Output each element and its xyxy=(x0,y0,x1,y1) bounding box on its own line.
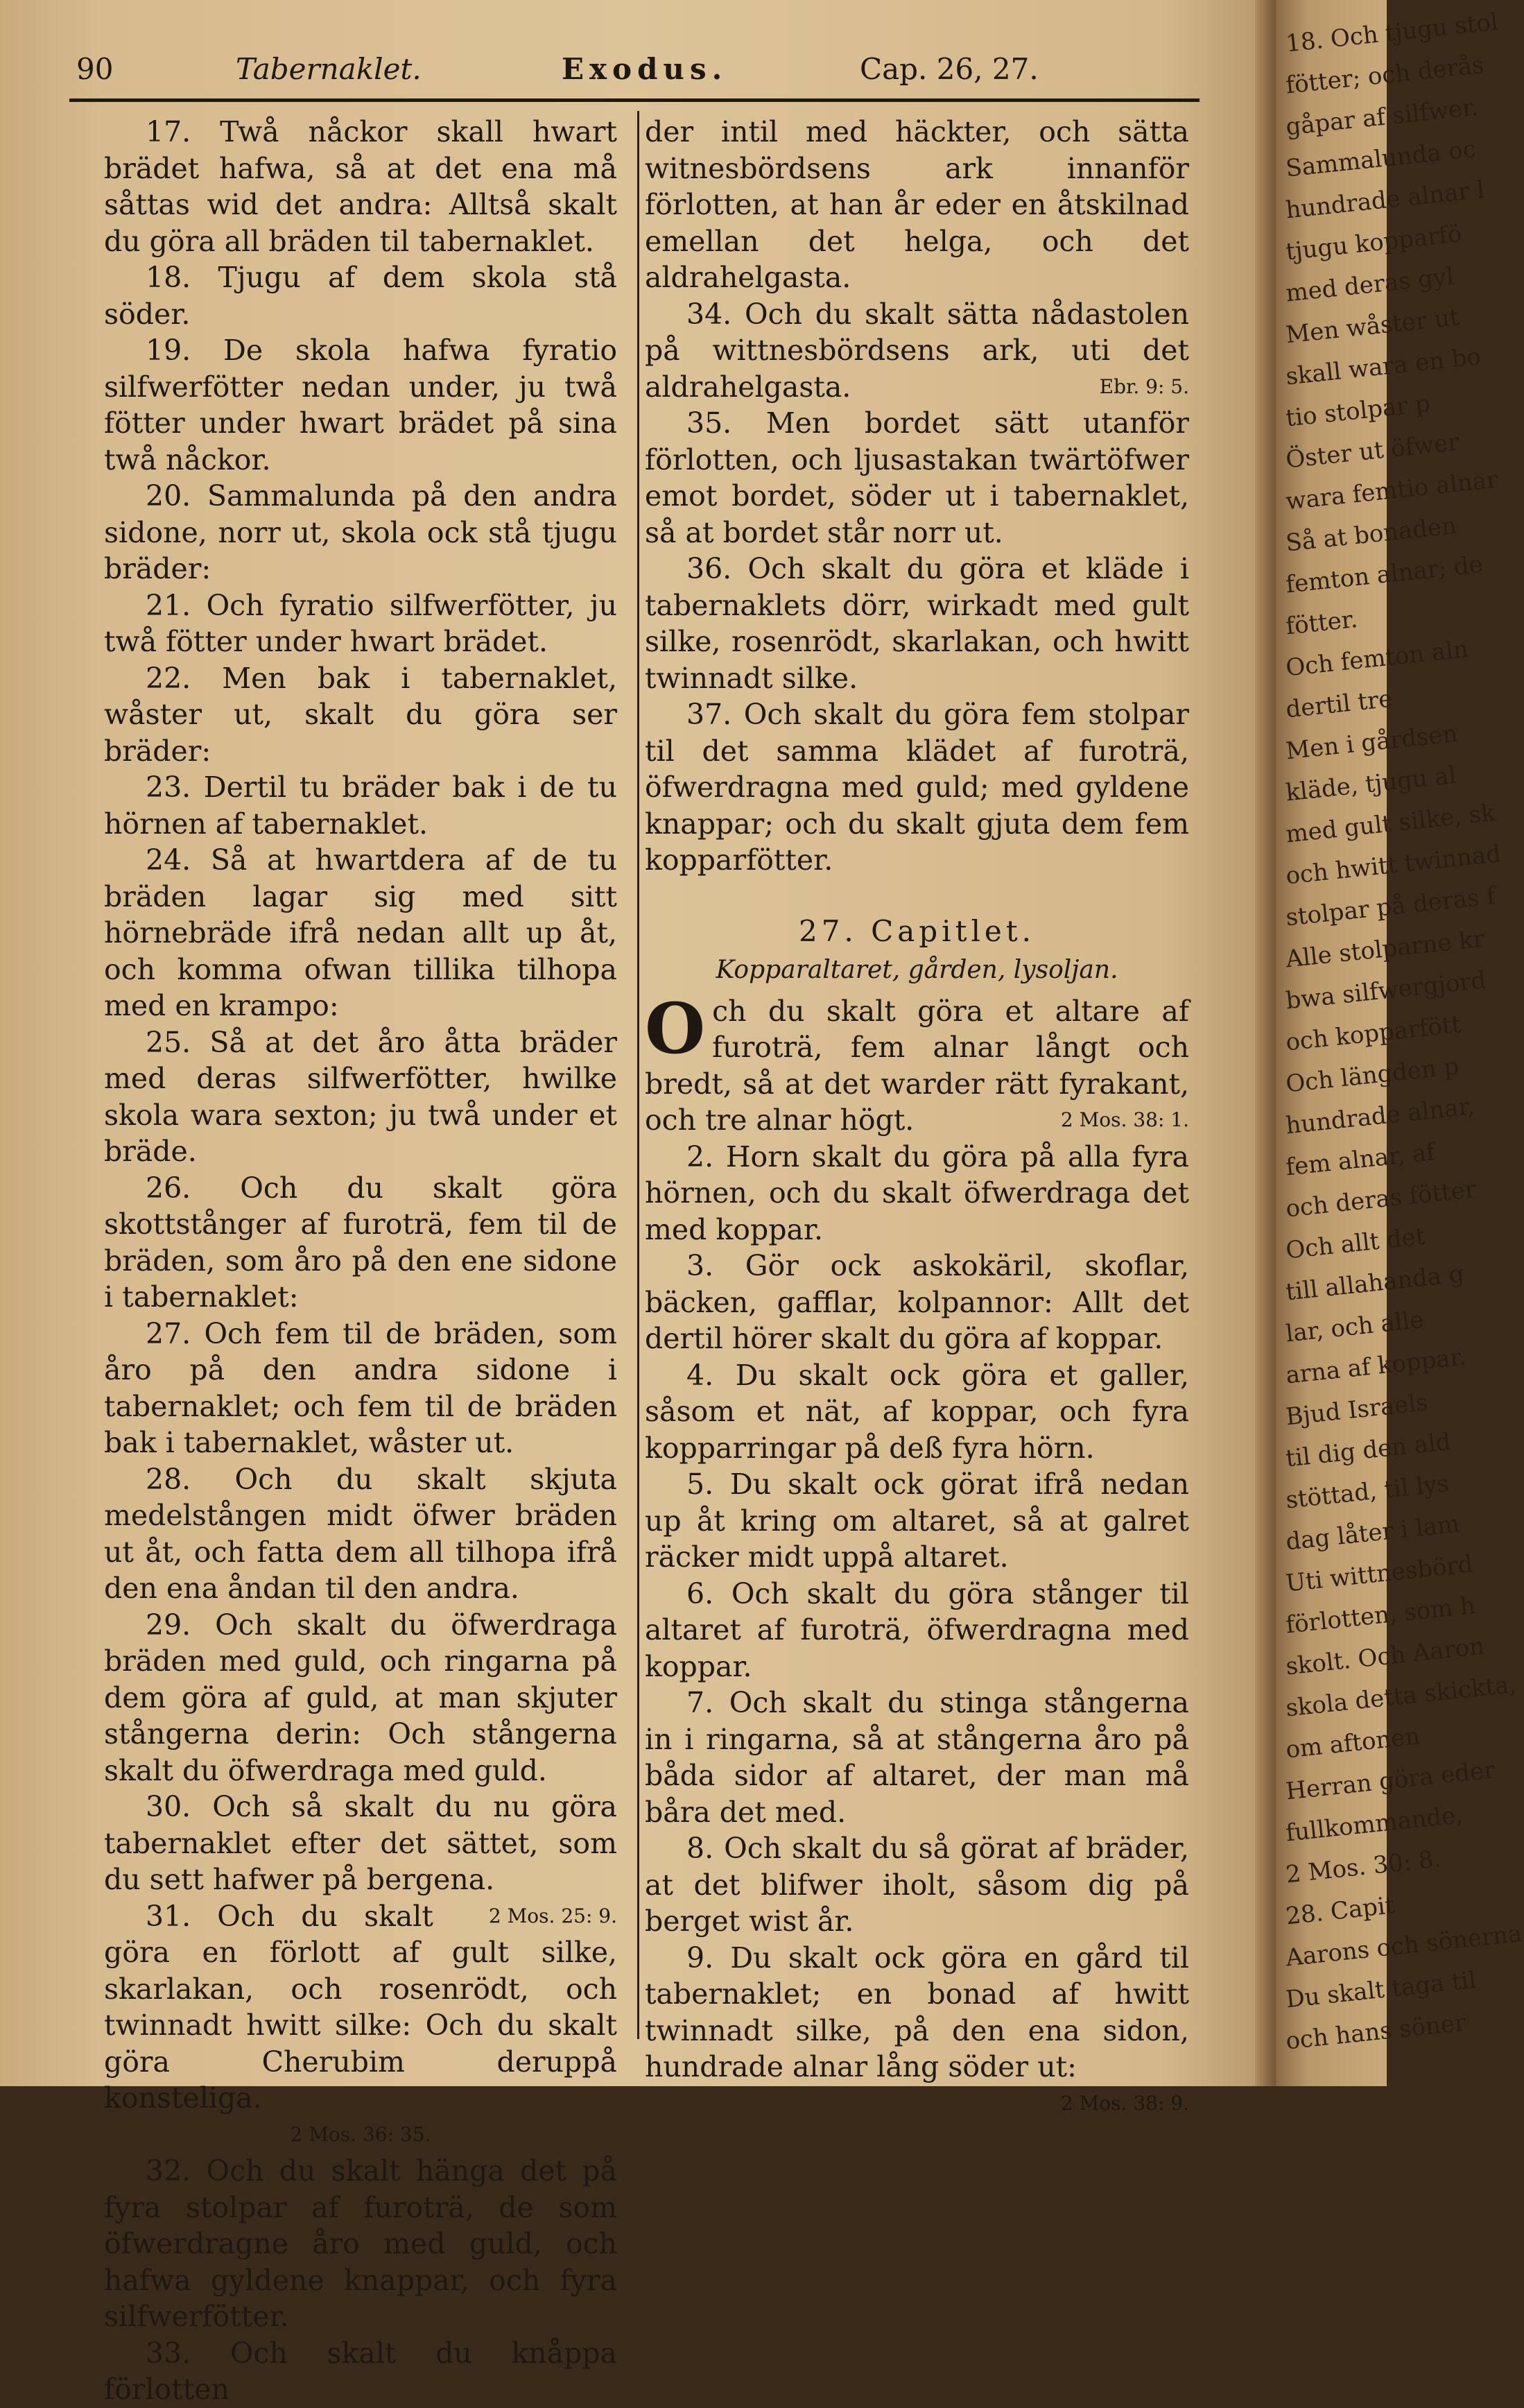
facing-page-line: och kopparfött xyxy=(1284,1011,1462,1057)
verse: 26. Och du skalt göra skottstånger af furoträ, fem til de bräden, som åro på den ene sidone i tabernaklet: xyxy=(104,1171,617,1314)
facing-page-line: med gult silke, sk xyxy=(1284,798,1497,849)
verse: 7. Och skalt du stinga stångerna in i ringarna, så at stångerna åro på båda sidor af altaret, der man må båra det med. xyxy=(645,1686,1189,1829)
facing-page-line: och hwitt twinnad xyxy=(1284,840,1503,891)
facing-page-line: tjugu kopparfö xyxy=(1284,220,1464,266)
chapter-reference: Cap. 26, 27. xyxy=(860,52,1039,86)
facing-page-line: och hans söner xyxy=(1284,2009,1467,2056)
verse: 23. Dertil tu bräder bak i de tu hörnen af tabernaklet. xyxy=(104,771,617,841)
verse: 37. Och skalt du göra fem stolpar til det samma klädet af furoträ, öfwerdragna med guld; med gyldene knappar; och du skalt gjuta dem fem kopparfötter. xyxy=(645,698,1189,877)
facing-page-line: fötter; och derås xyxy=(1284,51,1486,100)
verse: 30. Och så skalt du nu göra tabernaklet efter det sättet, som du sett hafwer på bergena. 2 Mos. 25: 9. xyxy=(104,1789,617,1898)
verse: 35. Men bordet sätt utanför förlotten, och ljusastakan twärtöfwer emot bordet, söder ut i tabernaklet, så at bordet står norr ut. xyxy=(645,406,1189,549)
facing-page-line: til dig den ald xyxy=(1284,1427,1453,1473)
book-title: Exodus. xyxy=(562,52,728,86)
facing-page-line: skola detta skickta, xyxy=(1284,1670,1518,1723)
chapter-opening: Och du skalt göra et altare af furoträ, fem alnar långt och bredt, så at det warder rätt fyrakant, och tre alnar högt. 2 Mos. 38: 1. xyxy=(645,993,1189,1139)
facing-page-line: Uti wittnesbörd xyxy=(1284,1550,1475,1598)
facing-page-line: Och längden p xyxy=(1284,1052,1461,1099)
header-rule xyxy=(69,98,1200,102)
verse: 2. Horn skalt du göra på alla fyra hörnen, och du skalt öfwerdraga det med koppar. xyxy=(645,1140,1189,1246)
verse: 29. Och skalt du öfwerdraga bräden med guld, och ringarna på dem göra af guld, at man skjuter stångerna derin: Och stångerna skalt du öfwerdraga med guld. xyxy=(104,1608,617,1787)
drop-capital: O xyxy=(645,987,706,1069)
verse: 27. Och fem til de bräden, som åro på den andra sidone i tabernaklet; och fem til de bräden bak i tabernaklet, wåster ut. xyxy=(104,1316,617,1459)
facing-page-line: arna af koppar. xyxy=(1284,1343,1468,1390)
facing-page-line: kläde, tjugu al xyxy=(1284,761,1458,807)
verse: 5. Du skalt ock görat ifrå nedan up åt kring om altaret, så at galret räcker midt uppå altaret. xyxy=(645,1468,1189,1574)
facing-page-line: Och allt det xyxy=(1284,1222,1427,1265)
running-header xyxy=(76,49,1213,97)
column-divider xyxy=(637,111,639,2039)
facing-page-line: 2 Mos. 30: 8. xyxy=(1284,1845,1443,1889)
verse: 6. Och skalt du göra stånger til altaret af furoträ, öfwerdragna med koppar. xyxy=(645,1576,1189,1683)
cross-reference: 2 Mos. 38: 9. xyxy=(1060,2091,1189,2115)
chapter-summary: Kopparaltaret, gården, lysoljan. xyxy=(716,956,1118,984)
facing-page-line: Men wåster ut xyxy=(1284,303,1461,350)
facing-page-line: stolpar på deras f xyxy=(1284,882,1497,932)
facing-page-line: fem alnar, af xyxy=(1284,1138,1437,1182)
facing-page-line: till allahanda g xyxy=(1284,1259,1466,1307)
facing-page-line: Du skalt taga til xyxy=(1284,1966,1478,2014)
facing-page-line: dertil tre xyxy=(1284,685,1394,724)
cross-reference: Ebr. 9: 5. xyxy=(1099,375,1189,398)
facing-page-line: Bjud Israels xyxy=(1284,1388,1430,1431)
facing-page-line: 18. Och tjugu stol xyxy=(1284,8,1500,58)
verse: 9. Du skalt ock göra en gård til tabernaklet; en bonad af hwitt twinnadt silke, på den ena sidon, hundrade alnar lång söder ut: 2 Mos. 38: 9. xyxy=(645,1940,1189,2086)
facing-page-line: Sammalunda oc xyxy=(1284,135,1478,183)
verse: 19. De skola hafwa fyratio silfwerfötter nedan under, ju twå fötter under hwart brädet på sina twå nåckor. xyxy=(104,334,617,476)
verse: 25. Så at det åro åtta bräder med deras silfwerfötter, hwilke skola wara sexton; ju twå under et bräde. xyxy=(104,1025,617,1168)
facing-page-line: om aftonen xyxy=(1284,1722,1421,1764)
verse: 8. Och skalt du så görat af bräder, at det blifwer iholt, såsom dig på berget wist år. xyxy=(645,1832,1189,1938)
verse: 4. Du skalt ock göra et galler, såsom et nät, af koppar, och fyra kopparringar på deß fyra hörn. xyxy=(645,1358,1189,1465)
facing-page-line: tio stolpar p xyxy=(1284,389,1432,433)
facing-page-line: skall wara en bo xyxy=(1284,343,1482,391)
facing-page-line: Aarons och sönerna xyxy=(1284,1919,1524,1972)
verse: 33. Och skalt du knåppa förlotten xyxy=(104,2336,617,2406)
facing-page-line: Så at bonaden xyxy=(1284,511,1458,558)
chapter-heading: 27. Capitlet. xyxy=(798,913,1036,948)
verse: 17. Twå nåckor skall hwart brädet hafwa, så at det ena må såttas wid det andra: Alltså skalt du göra all bräden til tabernaklet. xyxy=(104,115,617,258)
facing-page-line: förlotten, som h xyxy=(1284,1592,1477,1640)
right-column xyxy=(645,114,1189,2122)
verse: 28. Och du skalt skjuta medelstången midt öfwer bräden ut åt, och fatta dem all tilhopa ifrå den ena åndan til den andra. xyxy=(104,1462,617,1605)
facing-page-line: gåpar af silfwer. xyxy=(1284,93,1480,141)
page-number: 90 xyxy=(76,52,114,86)
verse: 24. Så at hwartdera af de tu bräden lagar sig med sitt hörnebräde ifrå nedan allt up åt, och komma ofwan tillika tilhopa med en krampo: xyxy=(104,843,617,1022)
verse: 22. Men bak i tabernaklet, wåster ut, skalt du göra ser bräder: xyxy=(104,661,617,768)
section-title: Tabernaklet. xyxy=(236,52,422,86)
facing-page-line: lar, och alle xyxy=(1284,1305,1426,1348)
cross-reference: 2 Mos. 36: 35. xyxy=(290,2122,431,2146)
facing-page-line: Herran göra eder xyxy=(1284,1756,1497,1806)
verse: 21. Och fyratio silfwerfötter, ju twå fötter under hwart brädet. xyxy=(104,588,617,658)
verse: 3. Gör ock askokäril, skoflar, bäcken, gafflar, kolpannor: Allt det dertil hörer skalt du göra af koppar. xyxy=(645,1249,1189,1355)
facing-page-line: dag låter i lam xyxy=(1284,1510,1461,1556)
facing-page-line: fötter. xyxy=(1284,605,1359,641)
facing-page-line: med deras gyl xyxy=(1284,262,1455,308)
facing-page-line: fullkommande, xyxy=(1284,1800,1464,1848)
verse: 20. Sammalunda på den andra sidone, norr ut, skola ock stå tjugu bräder: xyxy=(104,479,617,585)
facing-page-line: Öster ut öfwer xyxy=(1284,428,1461,474)
cross-reference: 2 Mos. 25: 9. xyxy=(488,1904,617,1927)
facing-page-line: 28. Capit xyxy=(1284,1891,1396,1931)
verse: 31. Och du skalt göra en förlott af gult silke, skarlakan, och rosenrödt, och twinnadt hwitt silke: Och du skalt göra Cherubim deruppå konsteliga. xyxy=(104,1899,617,2115)
facing-page-line: skolt. Och Aaron xyxy=(1284,1632,1486,1681)
facing-page-line: femton alnar; de xyxy=(1284,550,1484,599)
cross-reference: 2 Mos. 38: 1. xyxy=(1060,1108,1189,1131)
verse-continuation: der intil med häckter, och sätta witnesbördsens ark innanför förlotten, at han år eder en åtskilnad emellan det helga, och det aldrahelgasta. xyxy=(645,115,1189,294)
facing-page-line: hundrade alnar, xyxy=(1284,1092,1476,1140)
verse: 36. Och skalt du göra et kläde i tabernaklets dörr, wirkadt med gult silke, rosenrödt, skarlakan, och hwitt twinnadt silke. xyxy=(645,552,1189,695)
facing-page-line: Alle stolparne kr xyxy=(1284,925,1486,974)
facing-page-line: stöttad, til lys xyxy=(1284,1470,1451,1515)
verse: 18. Tjugu af dem skola stå söder. xyxy=(104,261,617,331)
verse: 34. Och du skalt sätta nådastolen på wittnesbördsens ark, uti det aldrahelgasta. Ebr. 9: 5. xyxy=(645,296,1189,406)
verse: 32. Och du skalt hänga det på fyra stolpar af furoträ, de som öfwerdragne åro med guld, och hafwa gyldene knappar, och fyra silfwerfötter. xyxy=(104,2154,617,2333)
facing-page-line: hundrade alnar l xyxy=(1284,175,1486,225)
left-column xyxy=(104,114,617,2408)
facing-page-line: och deras fötter xyxy=(1284,1175,1478,1223)
facing-page-text xyxy=(1276,8,1524,2061)
facing-page-line: bwa silfwergjord xyxy=(1284,966,1488,1015)
facing-page-edge xyxy=(1276,0,1524,2086)
facing-page-line: Men i gårdsen xyxy=(1284,719,1460,766)
facing-page-line: wara femtio alnar xyxy=(1284,465,1499,516)
facing-page-line: Och femton aln xyxy=(1284,635,1470,682)
